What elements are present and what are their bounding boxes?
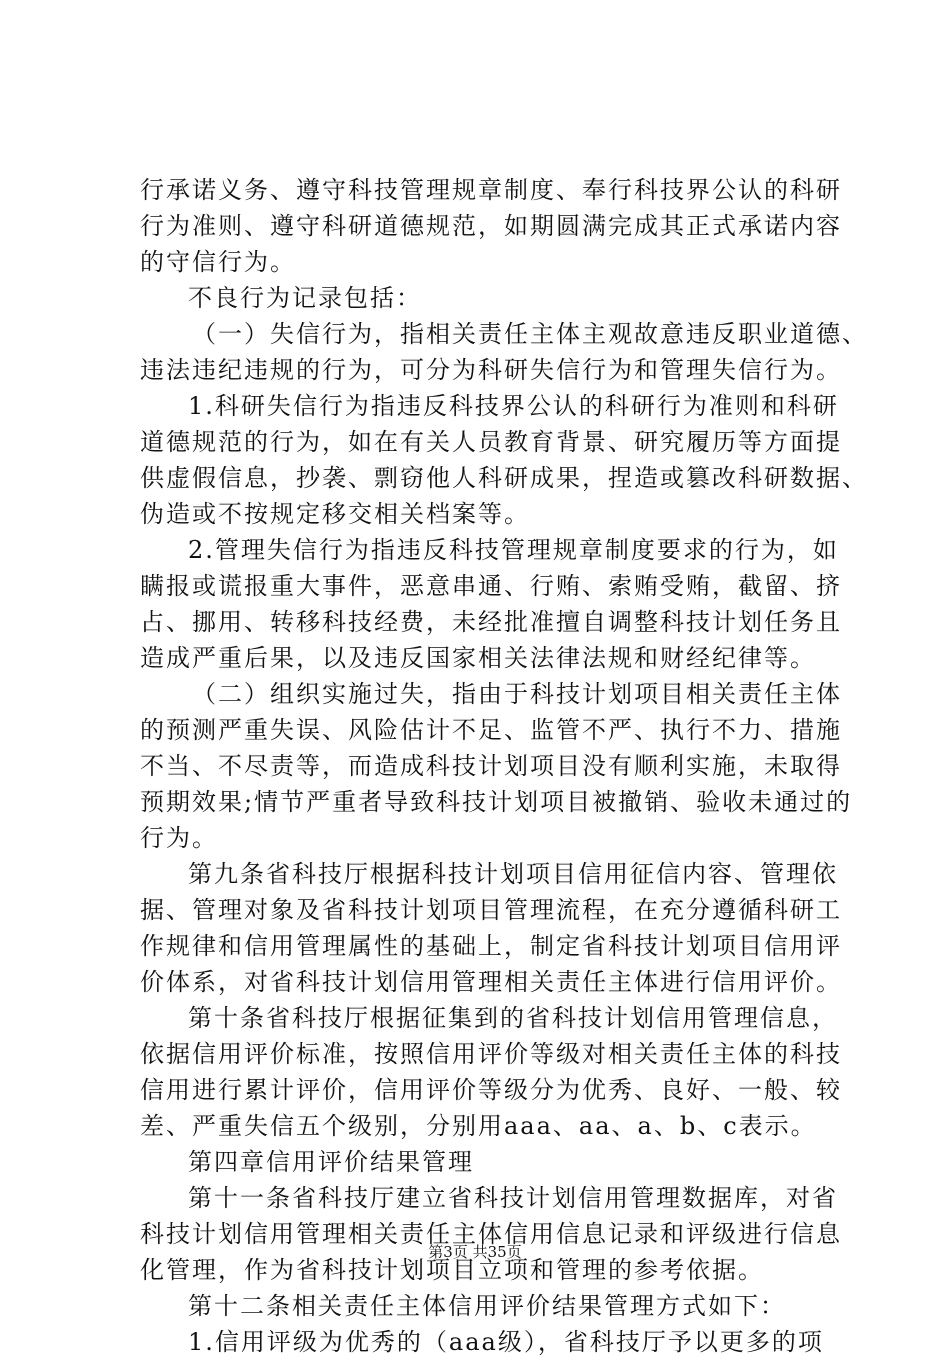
body-line: 1.信用评级为优秀的（aaa级），省科技厅予以更多的项 bbox=[188, 1328, 824, 1356]
body-line: 供虚假信息，抄袭、剽窃他人科研成果，捏造或篡改科研数据、 bbox=[140, 464, 868, 492]
body-line: 第十条省科技厅根据征集到的省科技计划信用管理信息， bbox=[188, 1004, 838, 1032]
body-line: 第十一条省科技厅建立省科技计划信用管理数据库，对省 bbox=[188, 1184, 838, 1212]
body-line: 预期效果;情节严重者导致科技计划项目被撤销、验收未通过的 bbox=[140, 788, 853, 816]
body-line: 道德规范的行为，如在有关人员教育背景、研究履历等方面提 bbox=[140, 428, 842, 456]
body-line: 行承诺义务、遵守科技管理规章制度、奉行科技界公认的科研 bbox=[140, 176, 842, 204]
chapter-heading: 第四章信用评价结果管理 bbox=[188, 1148, 474, 1176]
body-line: 科技计划信用管理相关责任主体信用信息记录和评级进行信息 bbox=[140, 1220, 842, 1248]
body-line: 信用进行累计评价，信用评价等级分为优秀、良好、一般、较 bbox=[140, 1076, 842, 1104]
body-line: 行为准则、遵守科研道德规范，如期圆满完成其正式承诺内容 bbox=[140, 212, 842, 240]
page-number: 第3页 共35页 bbox=[428, 1243, 522, 1261]
body-line: 第九条省科技厅根据科技计划项目信用征信内容、管理依 bbox=[188, 860, 838, 888]
body-line: 1.科研失信行为指违反科技界公认的科研行为准则和科研 bbox=[188, 392, 839, 420]
body-line: 行为。 bbox=[140, 824, 218, 852]
body-line: 据、管理对象及省科技计划项目管理流程，在充分遵循科研工 bbox=[140, 896, 842, 924]
body-line: 不当、不尽责等，而造成科技计划项目没有顺利实施，未取得 bbox=[140, 752, 842, 780]
body-line: 第十二条相关责任主体信用评价结果管理方式如下： bbox=[188, 1292, 786, 1320]
body-line: 依据信用评价标准，按照信用评价等级对相关责任主体的科技 bbox=[140, 1040, 842, 1068]
body-line: 瞒报或谎报重大事件，恶意串通、行贿、索贿受贿，截留、挤 bbox=[140, 572, 842, 600]
body-line: 作规律和信用管理属性的基础上，制定省科技计划项目信用评 bbox=[140, 932, 842, 960]
body-line: 造成严重后果，以及违反国家相关法律法规和财经纪律等。 bbox=[140, 644, 816, 672]
body-line: 占、挪用、转移科技经费，未经批准擅自调整科技计划任务且 bbox=[140, 608, 842, 636]
body-line: 差、严重失信五个级别，分别用aaa、aa、a、b、c表示。 bbox=[140, 1112, 817, 1140]
body-line: 不良行为记录包括： bbox=[188, 284, 422, 312]
body-line: 2.管理失信行为指违反科技管理规章制度要求的行为，如 bbox=[188, 536, 839, 564]
body-line: （一）失信行为，指相关责任主体主观故意违反职业道德、 bbox=[192, 320, 868, 348]
document-body bbox=[140, 172, 868, 1360]
body-line: 的预测严重失误、风险估计不足、监管不严、执行不力、措施 bbox=[140, 716, 842, 744]
body-line: 的守信行为。 bbox=[140, 248, 296, 276]
body-line: 伪造或不按规定移交相关档案等。 bbox=[140, 500, 530, 528]
body-line: 化管理，作为省科技计划项目立项和管理的参考依据。 bbox=[140, 1256, 764, 1284]
body-line: 价体系，对省科技计划信用管理相关责任主体进行信用评价。 bbox=[140, 968, 842, 996]
body-line: （二）组织实施过失，指由于科技计划项目相关责任主体 bbox=[192, 680, 842, 708]
body-line: 违法违纪违规的行为，可分为科研失信行为和管理失信行为。 bbox=[140, 356, 842, 384]
